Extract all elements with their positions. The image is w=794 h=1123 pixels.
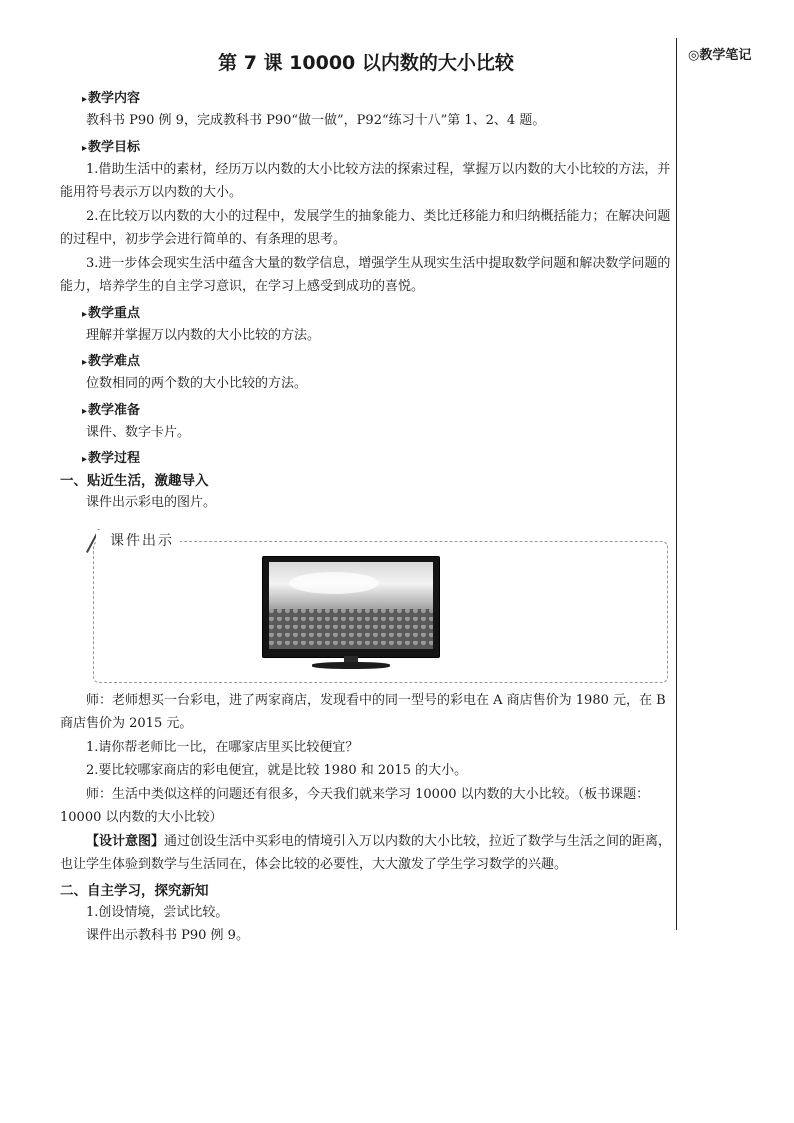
tv-frame [262,556,440,658]
design-intent-tag: 【设计意图】 [86,833,165,849]
difficulties-text: 位数相同的两个数的大小比较的方法。 [86,376,308,391]
teacher-intro-topic: 师：生活中类似这样的问题还有很多，今天我们就来学习 10000 以内数的大小比较。（板书课题：10000 以内数的大小比较） [60,786,650,825]
lesson-plan [60,44,672,948]
section-heading-process: ▸ 教学过程 [82,447,672,466]
page-title: 第 7 课 10000 以内数的大小比较 [218,52,514,74]
part-2-heading: 二、自主学习，探究新知 [60,882,209,899]
goal-3: 3.进一步体会现实生活中蕴含大量的数学信息，增强学生从现实生活中提取数学问题和解决数学问题的能力，培养学生的自主学习意识，在学习上感受到成功的喜悦。 [60,255,671,294]
question-2: 2.要比较哪家商店的彩电便宜，就是比较 1980 和 2015 的大小。 [86,763,468,778]
key-points-text: 理解并掌握万以内数的大小比较的方法。 [86,327,321,343]
flower-field [269,609,433,649]
teacher-scenario: 师：老师想买一台彩电，进了两家商店，发现看中的同一型号的彩电在 A 商店售价为 1980 元，在 B 商店售价为 2015 元。 [60,692,666,731]
goal-2: 2.在比较万以内数的大小的过程中，发展学生的抽象能力、类比迁移能力和归纳概括能力；在解决问题的过程中，初步学会进行简单的、有条理的思考。 [60,208,671,247]
part-2-step-2: 课件出示教科书 P90 例 9。 [86,928,249,943]
part-1-heading: 一、贴近生活，激趣导入 [60,473,209,489]
tv-screen [269,562,433,649]
teaching-notes-label: ◎教学笔记 [688,48,752,63]
courseware-display-label: 课件出示 [96,530,180,550]
question-1: 1.请你帮老师比一比，在哪家店里买比较便宜？ [86,739,359,755]
preparation-text: 课件、数字卡片。 [86,424,191,440]
tv-image [262,556,440,676]
goal-1: 1.借助生活中的素材，经历万以内数的大小比较方法的探索过程，掌握万以内数的大小比较的方法，并能用符号表示万以内数的大小。 [60,161,671,200]
section-heading-content: ▸ 教学内容 [82,87,672,106]
section-heading-goals: ▸ 教学目标 [82,136,672,155]
section-heading-preparation: ▸ 教学准备 [82,399,672,418]
cloud-shape [289,572,379,594]
content-text: 教科书 P90 例 9，完成教科书 P90“做一做”，P92“练习十八”第 1、2、4 题。 [86,113,546,128]
design-intent [60,830,672,877]
section-heading-difficulties: ▸ 教学难点 [82,350,672,369]
section-heading-key-points: ▸ 教学重点 [82,302,672,321]
tv-stand-base [312,662,390,669]
part-1-intro: 课件出示彩电的图片。 [86,495,217,510]
part-2-step-1: 1.创设情境，尝试比较。 [86,904,229,920]
design-intent-text: 通过创设生活中买彩电的情境引入万以内数的大小比较，拉近了数学与生活之间的距离，也让学生体验到数学与生活同在，体会比较的必要性，大大激发了学生学习数学的兴趣。 [60,833,672,872]
courseware-display-box [93,532,668,683]
notes-divider [676,38,677,930]
